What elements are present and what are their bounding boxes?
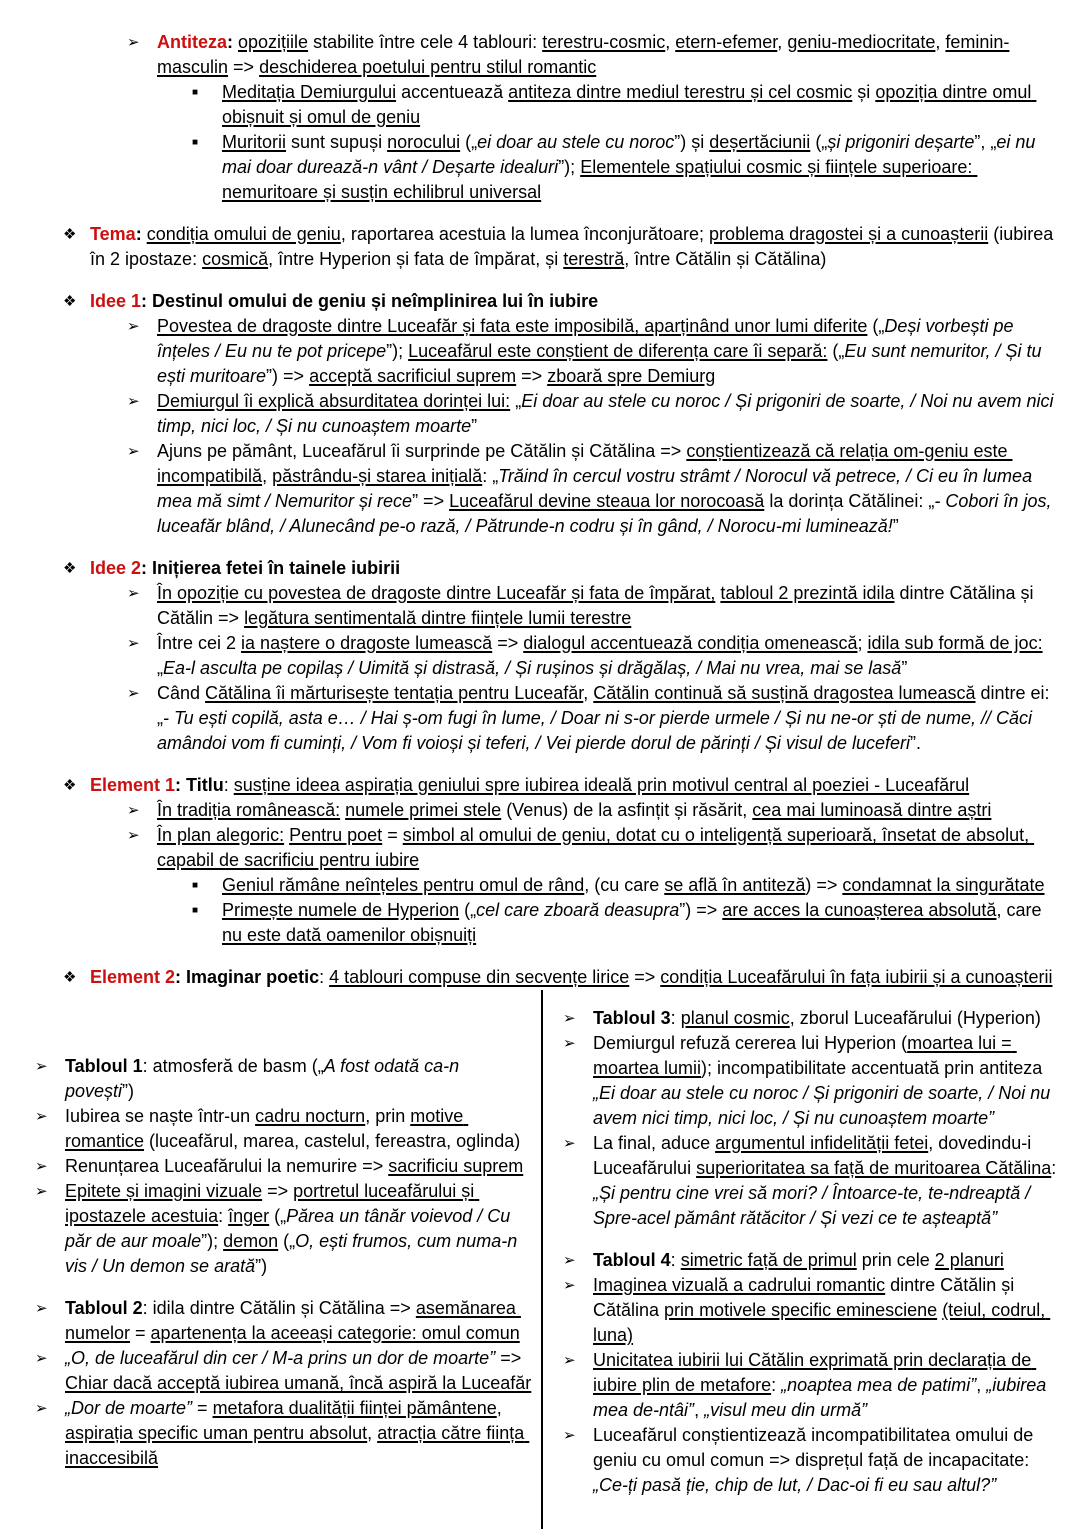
text-run: => [516, 366, 548, 386]
text-run: antiteza dintre mediul terestru și cel cosmic [508, 82, 853, 102]
list-item [0, 439, 1080, 539]
text-run: dialogul accentuează condiția omenească [523, 633, 858, 653]
rich-text [157, 683, 1055, 753]
text-run: etern-efemer [675, 32, 778, 52]
text-run: („ [827, 341, 845, 361]
text-run: Trăind în cercul vostru strâmt / Norocul vă petrece, / Ci eu în lumea mea mă simt / Nemuritor și rece [157, 466, 1038, 511]
text-run: : atmosferă de basm („ [142, 1056, 324, 1076]
text-run: Povestea de dragoste dintre Luceafăr și fata este imposibilă, aparținând unor lumi diferite [157, 316, 868, 336]
list-item [35, 1396, 533, 1471]
text-run: Titlu [186, 775, 224, 795]
text-run: (Venus) de la asfințit și răsărit, [501, 800, 753, 820]
list-item [0, 389, 1080, 439]
text-run: ) => [805, 875, 843, 895]
rich-text [593, 1425, 1038, 1495]
text-run: portretul luceafărului și ipostazele acestuia [65, 1181, 480, 1226]
text-run: Muritorii [222, 132, 287, 152]
rich-text [593, 1250, 1004, 1270]
list-item [35, 1154, 533, 1179]
rich-text [65, 1348, 531, 1393]
text-run: ”) => [266, 366, 310, 386]
text-run: Renunțarea Luceafărului la nemurire => [65, 1156, 389, 1176]
list-item [0, 965, 1080, 990]
text-run: accentuează [396, 82, 509, 102]
text-run: : [135, 224, 147, 244]
rich-text [90, 291, 598, 311]
rich-text [90, 775, 969, 795]
text-run: nu este dată oamenilor obișnuiți [222, 925, 477, 945]
list-item [563, 1423, 1066, 1498]
text-run: - Tu ești copilă, asta e… / Hai ș-om fugi în lume, / Doar ni s-or pierde urmele / Și nu ne-or ști de nume, // Căci amândoi vom fi cuminți, / Vom fi voioși și teferi, / Vei pierde dorul de părinți / Și visul de luceferi [157, 708, 1038, 753]
arrow-bullet-icon: ➢ [127, 635, 140, 652]
text-run: : [670, 1008, 681, 1028]
list-item [0, 873, 1080, 898]
list-item [563, 1248, 1066, 1273]
text-run: și [852, 82, 876, 102]
list-item [0, 631, 1080, 681]
text-run: => [495, 1348, 527, 1368]
text-run: condiția omului de geniu [146, 224, 341, 244]
text-run: „Dor de moarte” [65, 1398, 193, 1418]
text-run: „Ce-ți pasă ție, chip de lut, / Dac-oi fi eu sau altul?” [593, 1475, 997, 1495]
text-run: = [192, 1398, 213, 1418]
text-run: , [583, 683, 594, 703]
text-run: ”); [386, 341, 409, 361]
text-run: opozițiile [238, 32, 309, 52]
text-run: ”); [201, 1231, 224, 1251]
arrow-bullet-icon: ➢ [35, 1400, 48, 1417]
text-run: , [496, 1398, 507, 1418]
text-run: => [262, 1181, 294, 1201]
text-run: : [141, 291, 153, 311]
list-item [0, 30, 1080, 80]
text-run: ” [901, 658, 908, 678]
list-item [35, 1054, 533, 1104]
text-run: cel care zboară deasupra [476, 900, 680, 920]
diamond-bullet-icon: ❖ [63, 777, 77, 794]
text-run: „Și pentru cine vrei să mori? / Întoarce-te, te-ndreaptă / Spre-acel pământ rătăcitor / Și vezi ce te așteaptă” [593, 1183, 1036, 1228]
arrow-bullet-icon: ➢ [563, 1277, 576, 1294]
text-run: dintre Cătălin și Cătălina [593, 1275, 1020, 1320]
text-run: „O, de luceafărul din cer / M-a prins un dor de moarte” [65, 1348, 496, 1368]
arrow-bullet-icon: ➢ [127, 34, 140, 51]
text-run: Destinul omului de geniu și neîmplinirea lui în iubire [152, 291, 599, 311]
text-run: Părea un tânăr voievod / Cu păr de aur moale [65, 1206, 516, 1251]
text-run: Demiurgul îi explică absurditatea dorinței lui: [157, 391, 511, 411]
text-run: Tabloul 4 [593, 1250, 671, 1270]
text-run: , [262, 466, 273, 486]
text-run: : [670, 1250, 681, 1270]
text-run: Elementele spațiului cosmic și ființele superioare: nemuritoare și susțin echilibrul universal [222, 157, 978, 202]
text-run: cadru nocturn [255, 1106, 366, 1126]
text-run: superioritatea sa față de muritoarea Cătălina [696, 1158, 1052, 1178]
text-run: „ [510, 391, 522, 411]
rich-text [157, 316, 1047, 386]
list-item [0, 80, 1080, 130]
arrow-bullet-icon: ➢ [127, 318, 140, 335]
arrow-bullet-icon: ➢ [563, 1135, 576, 1152]
text-run: Demiurgul refuză cererea lui Hyperion ( [593, 1033, 908, 1053]
text-run: , [777, 32, 788, 52]
text-run: norocului [387, 132, 461, 152]
text-run: Idee 2 [90, 558, 142, 578]
text-run: ” [892, 516, 899, 536]
text-run: - Cobori în jos, luceafăr blând, / Alunecând pe-o rază, / Pătrunde-n codru și în gând, / Norocu-mi luminează! [157, 491, 1057, 536]
text-run: ); incompatibilitate accentuată prin antiteza [701, 1058, 1048, 1078]
text-run: (teiul, codrul, luna) [593, 1300, 1051, 1345]
text-run: cosmică [202, 249, 269, 269]
list-item [0, 681, 1080, 756]
arrow-bullet-icon: ➢ [35, 1158, 48, 1175]
text-run: condiția Luceafărului în fața iubirii și a cunoașterii [660, 967, 1053, 987]
text-run: Cătălin continuă să susțină dragostea lumească [593, 683, 976, 703]
square-bullet-icon: ■ [192, 880, 199, 891]
text-run: („ [269, 1206, 287, 1226]
diamond-bullet-icon: ❖ [63, 969, 77, 986]
square-bullet-icon: ■ [192, 87, 199, 98]
text-run: : „ [482, 466, 499, 486]
list-item [0, 289, 1080, 314]
text-run: „iubirea mea de-ntâi” [593, 1375, 1052, 1420]
text-run: ”) și [674, 132, 710, 152]
text-run: terestru-cosmic [542, 32, 666, 52]
text-run: ” [471, 416, 478, 436]
text-run: Ea-l asculta pe copilaș / Uimită și distrasă, / Și rușinos și drăgălaș, / Mai nu vrea, mai se lasă [163, 658, 902, 678]
text-run: moartea lui = moartea lumii [593, 1033, 1017, 1078]
text-run: Antiteza [157, 32, 228, 52]
text-run: ”. [910, 733, 921, 753]
rich-text [222, 82, 1036, 127]
text-run: Tabloul 3 [593, 1008, 671, 1028]
text-run: aspirația specific uman pentru absolut [65, 1423, 368, 1443]
text-run: legătura sentimentală dintre ființele lumii terestre [244, 608, 632, 628]
rich-text [65, 1106, 520, 1151]
text-run: : [218, 1206, 229, 1226]
text-run: planul cosmic [680, 1008, 790, 1028]
arrow-bullet-icon: ➢ [35, 1108, 48, 1125]
text-run: Epitete și imagini vizuale [65, 1181, 263, 1201]
text-run: „noaptea mea de patimi” [781, 1375, 977, 1395]
text-run: = [382, 825, 403, 845]
rich-text [222, 875, 1045, 895]
text-run: „visul meu din urmă” [704, 1400, 868, 1420]
rich-text [90, 967, 1053, 987]
text-run: prin cele [856, 1250, 935, 1270]
text-run: ei doar au stele cu noroc [477, 132, 675, 152]
text-run: dintre ei: „ [157, 683, 1055, 728]
text-run: O, ești frumos, cum numa-n vis / Un demon se arată [65, 1231, 523, 1276]
list-item [563, 1031, 1066, 1131]
text-run: , [367, 1423, 378, 1443]
text-run: Pentru poet [289, 825, 383, 845]
text-run: zboară spre Demiurg [547, 366, 716, 386]
rich-text [90, 224, 1058, 269]
arrow-bullet-icon: ➢ [127, 827, 140, 844]
text-run: Între cei 2 [157, 633, 242, 653]
text-run: Eu sunt nemuritor, / Și tu ești muritoare [157, 341, 1047, 386]
rich-text [157, 32, 1009, 77]
text-run: Tabloul 2 [65, 1298, 143, 1318]
arrow-bullet-icon: ➢ [35, 1350, 48, 1367]
rich-text [157, 441, 1056, 536]
text-run: Deși vorbești pe înțeles / Eu nu te pot pricepe [157, 316, 1019, 361]
text-run: „Ei doar au stele cu noroc / Și prigoniri de soarte, / Noi nu avem nici timp, nici loc, / Și nu cunoaștem moarte” [593, 1083, 1056, 1128]
text-run: simbol al omului de geniu, dotat cu o inteligență superioară, însetat de absolut, capabil de sacrificiu pentru iubire [157, 825, 1035, 870]
arrow-bullet-icon: ➢ [127, 443, 140, 460]
diamond-bullet-icon: ❖ [63, 226, 77, 243]
text-run: Geniul rămâne neînțeles pentru omul de rând [222, 875, 585, 895]
text-run: stabilite între cele 4 tablouri: [308, 32, 543, 52]
text-run: geniu-mediocritate [787, 32, 936, 52]
text-run: , (cu care [584, 875, 665, 895]
text-run: : [227, 32, 239, 52]
arrow-bullet-icon: ➢ [35, 1058, 48, 1075]
text-run: la dorința Cătălinei: „ [764, 491, 935, 511]
list-item [563, 1273, 1066, 1348]
arrow-bullet-icon: ➢ [127, 393, 140, 410]
rich-text [593, 1350, 1051, 1420]
text-run: 4 tablouri compuse din secvențe lirice [329, 967, 630, 987]
rich-text [157, 633, 1048, 678]
text-run: : [175, 775, 187, 795]
list-item [563, 1131, 1066, 1231]
text-run: problema dragostei și a cunoașterii [709, 224, 989, 244]
text-run: („ [460, 132, 478, 152]
text-run: : [175, 967, 187, 987]
rich-text [157, 583, 1039, 628]
text-run: , raportarea acestuia la lumea înconjurătoare; [340, 224, 710, 244]
list-item [563, 1006, 1066, 1031]
diamond-bullet-icon: ❖ [63, 293, 77, 310]
square-bullet-icon: ■ [192, 905, 199, 916]
text-run: „ [157, 633, 1048, 678]
text-run: Element 2 [90, 967, 176, 987]
rich-text [222, 900, 1046, 945]
text-run: idila sub formă de joc: [867, 633, 1043, 653]
text-run: (iubirea în 2 ipostaze: [90, 224, 1059, 269]
text-run: : [223, 775, 234, 795]
text-run: Imaginar poetic [186, 967, 320, 987]
text-run: motive romantice [65, 1106, 469, 1151]
list-item [0, 823, 1080, 873]
text-run: metafora dualității ființei pământene [212, 1398, 497, 1418]
text-run: ”) [122, 1081, 135, 1101]
rich-text [222, 132, 1040, 202]
text-run: ia naștere o dragoste lumească [241, 633, 493, 653]
list-item [35, 1296, 533, 1346]
text-run: cea mai luminoasă dintre aștri [752, 800, 992, 820]
arrow-bullet-icon: ➢ [35, 1300, 48, 1317]
text-run: ”) [255, 1256, 268, 1276]
text-run: deșertăciunii [709, 132, 811, 152]
list-item [0, 798, 1080, 823]
list-item [0, 222, 1080, 272]
text-run: = [130, 1323, 151, 1343]
text-run: asemănarea numelor [65, 1298, 521, 1343]
rich-text [593, 1275, 1050, 1345]
text-run: („ [867, 316, 885, 336]
text-run: ”); [558, 157, 581, 177]
text-run: demon [223, 1231, 279, 1251]
text-run: 2 planuri [934, 1250, 1004, 1270]
text-run: sacrificiu suprem [388, 1156, 524, 1176]
text-run: : [141, 558, 153, 578]
square-bullet-icon: ■ [192, 137, 199, 148]
text-run: , între Hyperion și fata de împărat, și [268, 249, 564, 269]
text-run: Idee 1 [90, 291, 142, 311]
text-run: se află în antiteză [664, 875, 806, 895]
text-run: => [492, 633, 524, 653]
arrow-bullet-icon: ➢ [563, 1352, 576, 1369]
text-run: tabloul 2 prezintă idila [720, 583, 895, 603]
text-run: păstrându-și starea inițială [272, 466, 483, 486]
text-run: În plan alegoric: [157, 825, 285, 845]
text-run: Element 1 [90, 775, 176, 795]
list-item [35, 1104, 533, 1154]
text-run: , [665, 32, 676, 52]
text-run: , dovedindu-i Luceafărului [593, 1133, 1037, 1178]
text-run: Cătălina îi mărturisește tentația pentru Luceafăr [205, 683, 584, 703]
text-run: , între Cătălin și Cătălina) [624, 249, 827, 269]
list-item [0, 314, 1080, 389]
text-run: atracția către ființa inaccesibilă [65, 1423, 530, 1468]
rich-text [65, 1181, 522, 1276]
list-item [0, 773, 1080, 798]
text-run: , [935, 32, 946, 52]
text-run: apartenența la aceeași categorie: omul comun [150, 1323, 520, 1343]
text-run: dintre Cătălina și Cătălin => [157, 583, 1039, 628]
text-run: opoziția dintre omul obișnuit și omul de geniu [222, 82, 1037, 127]
text-run: , [976, 1375, 987, 1395]
text-run: condamnat la singurătate [842, 875, 1045, 895]
text-run: ; [857, 633, 868, 653]
list-item [0, 581, 1080, 631]
two-column-section [0, 990, 1080, 1529]
text-run: A fost odată ca-n povești [65, 1056, 465, 1101]
arrow-bullet-icon: ➢ [563, 1035, 576, 1052]
rich-text [593, 1133, 1061, 1228]
left-column [0, 990, 541, 1529]
text-run: Meditația Demiurgului [222, 82, 397, 102]
rich-text [65, 1056, 464, 1101]
arrow-bullet-icon: ➢ [35, 1183, 48, 1200]
list-item [35, 1179, 533, 1279]
rich-text [157, 825, 1034, 870]
text-run: are acces la cunoașterea absolută [722, 900, 997, 920]
diamond-bullet-icon: ❖ [63, 560, 77, 577]
text-run: Tema [90, 224, 136, 244]
list-item [0, 898, 1080, 948]
text-run: Luceafărul conștientizează incompatibilitatea omului de geniu cu omul comun => disprețul față de incapacitate: [593, 1425, 1039, 1470]
arrow-bullet-icon: ➢ [563, 1252, 576, 1269]
list-item [0, 130, 1080, 205]
arrow-bullet-icon: ➢ [127, 685, 140, 702]
text-run: sunt supuși [286, 132, 388, 152]
text-run: : idila dintre Cătălin și Cătălina => [142, 1298, 416, 1318]
text-run: Chiar dacă acceptă iubirea umană, încă aspiră la Luceafăr [65, 1373, 532, 1393]
text-run: ”) => [679, 900, 723, 920]
list-item [35, 1346, 533, 1396]
list-item [0, 556, 1080, 581]
rich-text [65, 1298, 521, 1343]
text-run: argumentul infidelității fetei [715, 1133, 929, 1153]
rich-text [157, 800, 991, 820]
text-run: ” => [412, 491, 450, 511]
text-run: În tradiția românească: [157, 800, 341, 820]
text-run: , [694, 1400, 705, 1420]
rich-text [65, 1398, 529, 1468]
rich-text [593, 1008, 1041, 1028]
rich-text [65, 1156, 523, 1176]
arrow-bullet-icon: ➢ [127, 585, 140, 602]
text-run: („ [278, 1231, 296, 1251]
text-run: înger [228, 1206, 270, 1226]
text-run: => [228, 57, 260, 77]
text-run: simetric față de primul [680, 1250, 857, 1270]
text-run: În opoziție cu povestea de dragoste dintre Luceafăr și fata de împărat, [157, 583, 716, 603]
text-run: , prin [365, 1106, 411, 1126]
text-run: Luceafărul devine steaua lor norocoasă [449, 491, 765, 511]
text-run: feminin-masculin [157, 32, 1010, 77]
text-run: Iubirea se naște într-un [65, 1106, 256, 1126]
text-run: conștientizează că relația om-geniu este incompatibilă [157, 441, 1013, 486]
text-run: Inițierea fetei în tainele iubirii [152, 558, 401, 578]
text-run: , care [996, 900, 1047, 920]
text-run: : [1051, 1158, 1062, 1178]
text-run: deschiderea poetului pentru stilul romantic [259, 57, 597, 77]
text-run: Primește numele de Hyperion [222, 900, 460, 920]
text-run: : [771, 1375, 782, 1395]
text-run: Tabloul 1 [65, 1056, 143, 1076]
text-run: Unicitatea iubirii lui Cătălin exprimată prin declarația de iubire plin de metafore [593, 1350, 1037, 1395]
rich-text [593, 1033, 1055, 1128]
text-run: , zborul Luceafărului (Hyperion) [789, 1008, 1041, 1028]
arrow-bullet-icon: ➢ [563, 1427, 576, 1444]
arrow-bullet-icon: ➢ [127, 802, 140, 819]
rich-text [157, 391, 1058, 436]
text-run: (luceafărul, marea, castelul, fereastra, oglinda) [144, 1131, 521, 1151]
text-run: Când [157, 683, 206, 703]
text-run: La final, aduce [593, 1133, 716, 1153]
text-run: susține ideea aspirația geniului spre iubirea ideală prin motivul central al poeziei - Luceafărul [233, 775, 970, 795]
text-run: => [629, 967, 661, 987]
text-run: acceptă sacrificiul suprem [309, 366, 517, 386]
arrow-bullet-icon: ➢ [563, 1010, 576, 1027]
text-run: și prigoniri deșarte [827, 132, 975, 152]
text-run: Ei doar au stele cu noroc / Și prigoniri de soarte, / Noi nu avem nici timp, nici loc, / Și nu cunoaștem moarte [157, 391, 1059, 436]
text-run: („ [459, 900, 477, 920]
text-run: ei nu mai doar durează-n vânt / Deșarte idealuri [222, 132, 1041, 177]
text-run: Imaginea vizuală a cadrului romantic [593, 1275, 886, 1295]
text-run: : [319, 967, 330, 987]
text-run: Ajuns pe pământ, Luceafărul îi surprinde pe Cătălin și Cătălina => [157, 441, 687, 461]
text-run: ”, „ [974, 132, 997, 152]
right-column [543, 990, 1080, 1529]
text-run: terestră [563, 249, 625, 269]
list-item [563, 1348, 1066, 1423]
text-run: prin motivele specific eminesciene [664, 1300, 938, 1320]
text-run: („ [810, 132, 828, 152]
rich-text [90, 558, 400, 578]
text-run: numele primei stele [345, 800, 502, 820]
text-run: Luceafărul este conștient de diferența care îi separă: [408, 341, 828, 361]
